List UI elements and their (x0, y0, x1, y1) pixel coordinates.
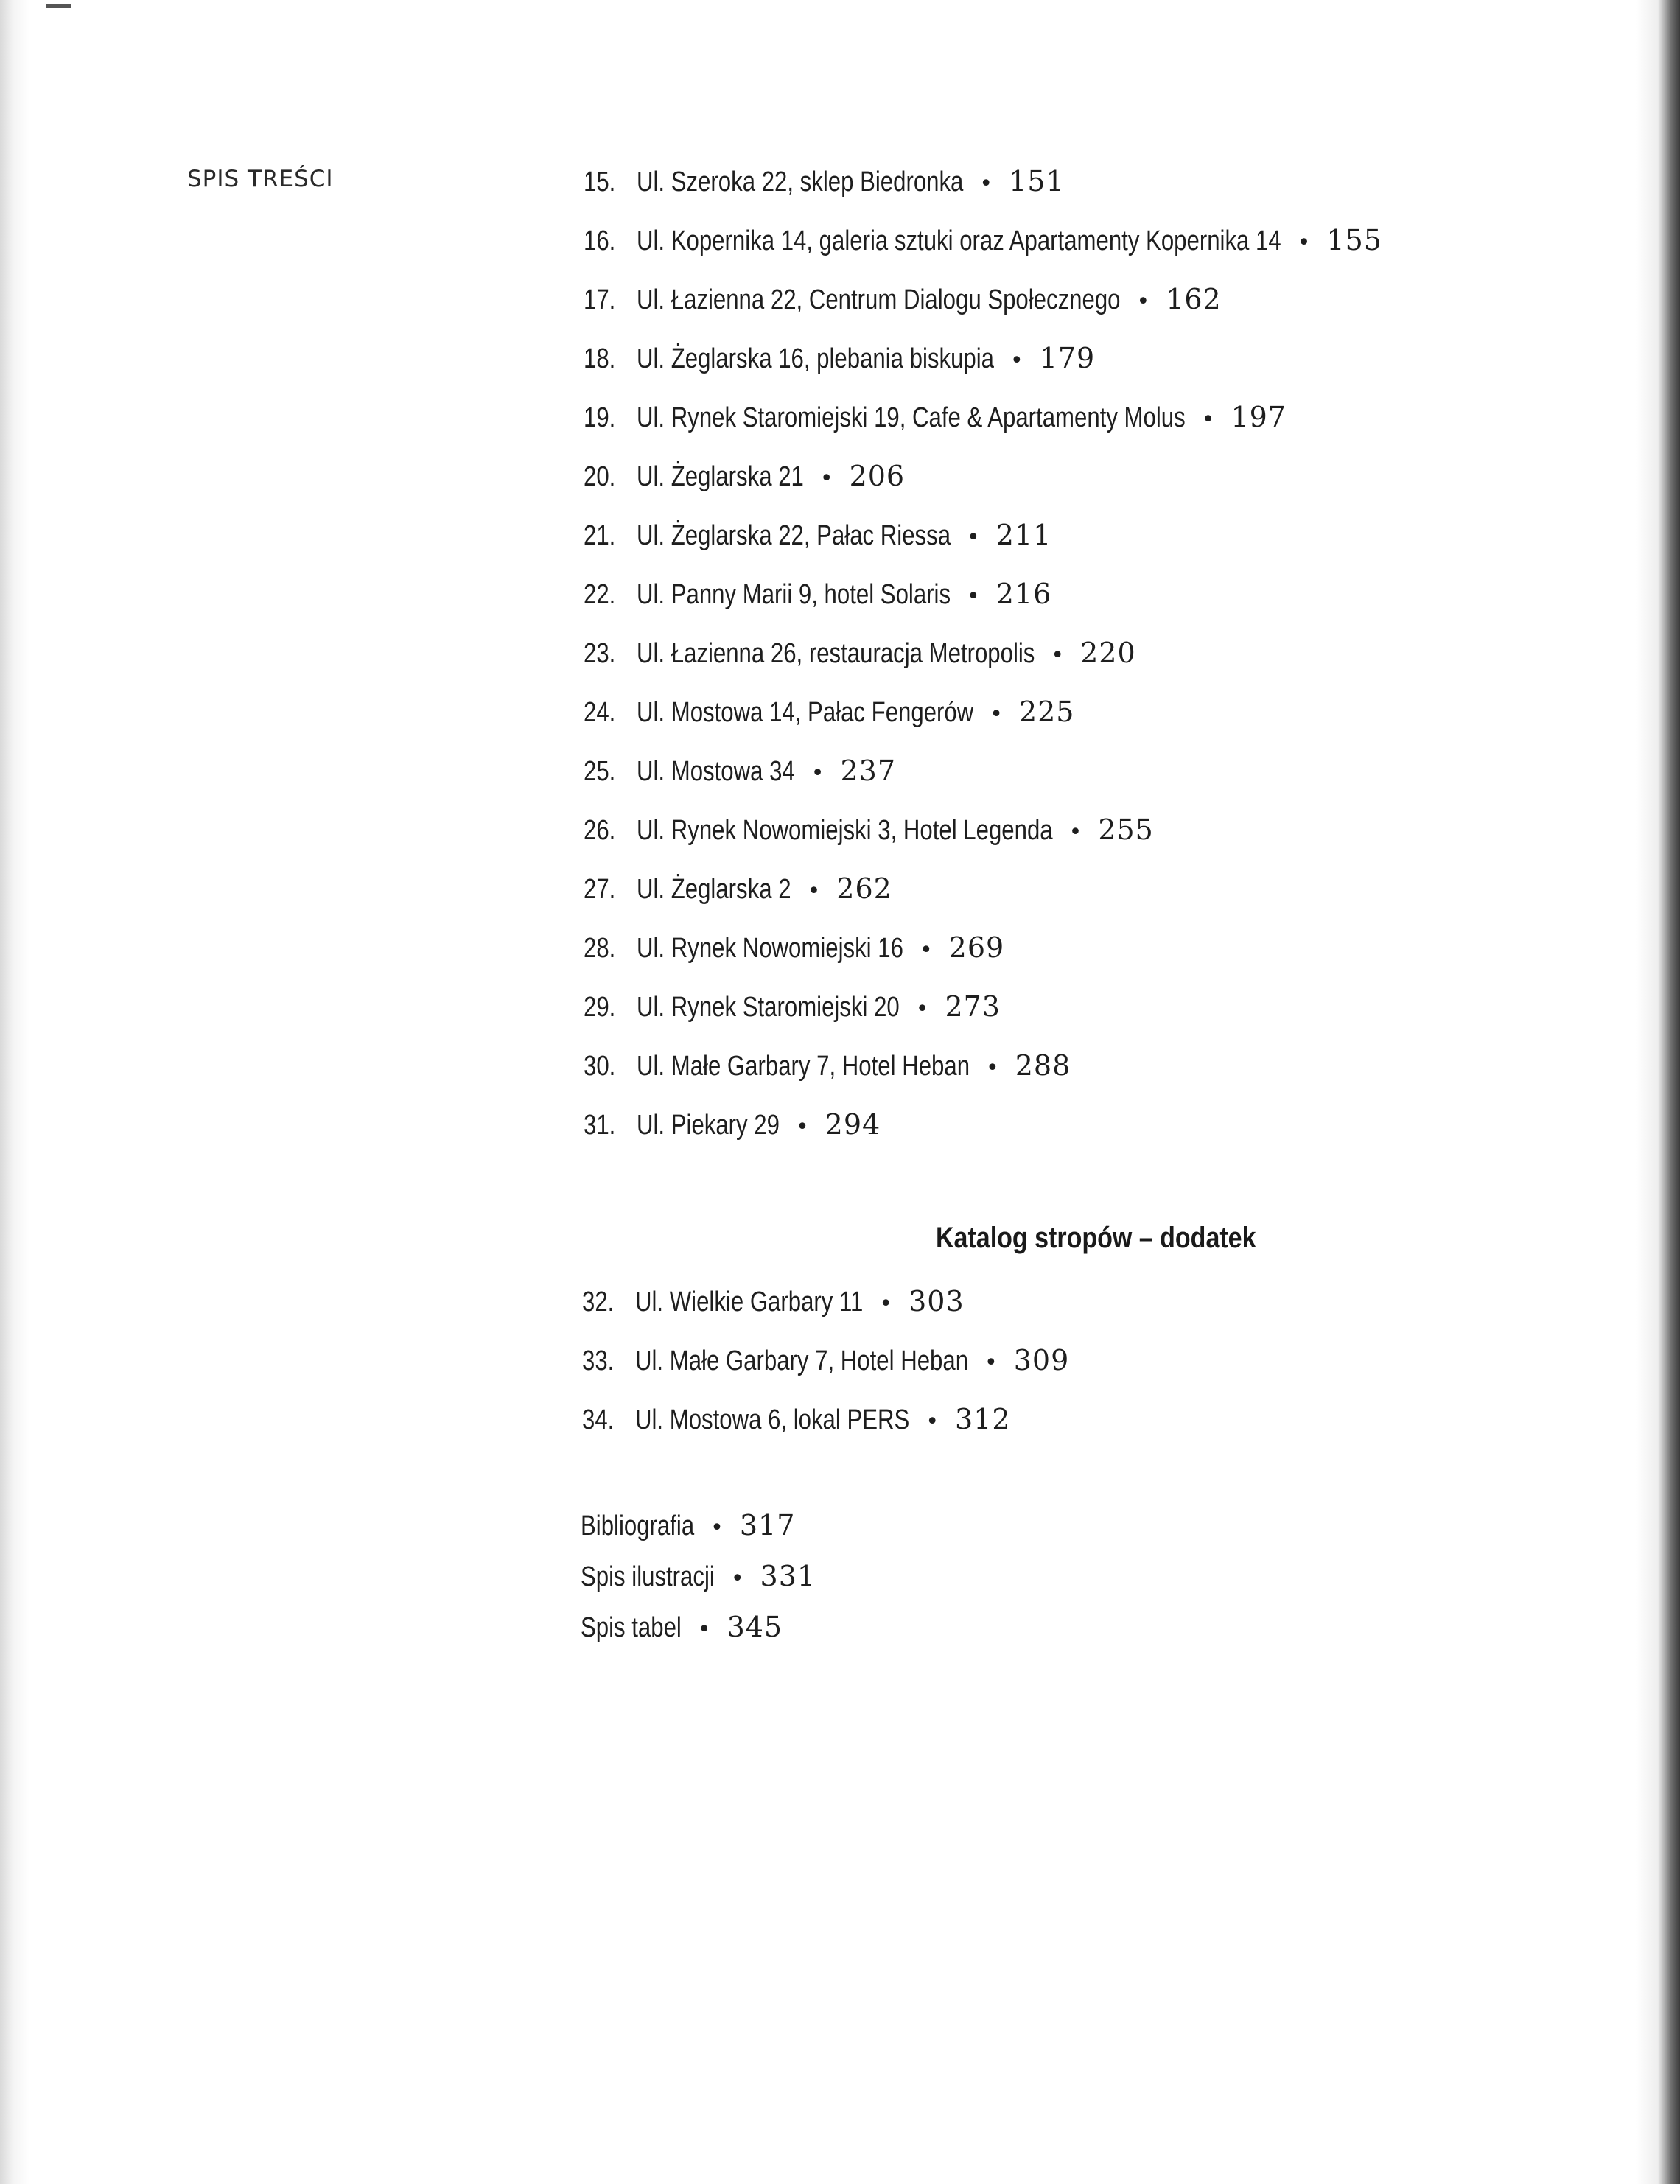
page-number: 345 (727, 1611, 783, 1643)
entry-number: 15. (584, 167, 616, 197)
page-number: 317 (739, 1509, 796, 1541)
entry-title: Ul. Rynek Staromiejski 20 (637, 992, 900, 1023)
scan-edge-mark (46, 4, 71, 8)
bullet-separator: • (811, 760, 825, 786)
entry-title: Bibliografia (581, 1511, 695, 1541)
bullet-separator: • (1051, 643, 1065, 668)
page-number: 179 (1039, 342, 1096, 374)
bullet-separator: • (1010, 348, 1023, 374)
toc-entry (584, 927, 1382, 986)
toc-entry (584, 161, 1382, 220)
toc-entry (584, 1045, 1382, 1104)
entry-title: Ul. Rynek Staromiejski 19, Cafe & Apartamenty Molus (637, 402, 1186, 433)
back-matter-list (581, 1505, 816, 1657)
entry-number: 28. (584, 933, 616, 964)
bullet-separator: • (1068, 819, 1082, 845)
entry-number: 16. (584, 225, 616, 256)
toc-entry (584, 396, 1382, 455)
page-number: 262 (836, 872, 892, 905)
entry-title: Ul. Małe Garbary 7, Hotel Heban (635, 1345, 969, 1376)
bullet-separator: • (967, 525, 980, 550)
bullet-separator: • (807, 878, 821, 904)
page-number: 255 (1098, 813, 1154, 846)
bullet-separator: • (984, 1350, 998, 1376)
entry-title: Ul. Żeglarska 16, plebania biskupia (637, 343, 994, 374)
bullet-separator: • (730, 1566, 744, 1592)
entry-title: Ul. Mostowa 6, lokal PERS (635, 1404, 910, 1435)
bullet-separator: • (967, 584, 980, 609)
bullet-separator: • (697, 1617, 711, 1642)
entry-title: Ul. Mostowa 34 (637, 756, 795, 787)
toc-entry (582, 1281, 1069, 1340)
entry-number: 30. (584, 1051, 616, 1082)
running-header: SPIS TREŚCI (187, 166, 334, 192)
bullet-separator: • (710, 1515, 724, 1541)
entry-number: 33. (582, 1345, 615, 1376)
bullet-separator: • (915, 996, 929, 1022)
toc-entry (584, 337, 1382, 396)
entry-number: 31. (584, 1110, 616, 1141)
entry-title: Ul. Szeroka 22, sklep Biedronka (637, 167, 964, 197)
entry-number: 23. (584, 638, 616, 669)
entry-title: Ul. Panny Marii 9, hotel Solaris (637, 579, 951, 610)
page-number: 211 (995, 519, 1052, 551)
bullet-separator: • (979, 171, 993, 197)
entry-number: 34. (582, 1404, 615, 1435)
entry-number: 17. (584, 284, 616, 315)
page-number: 225 (1018, 696, 1075, 728)
entry-title: Spis tabel (581, 1612, 682, 1643)
toc-entry (582, 1399, 1069, 1457)
page-number: 151 (1009, 165, 1065, 197)
page-number: 155 (1326, 224, 1382, 256)
toc-list (584, 161, 1382, 1163)
toc-entry (584, 279, 1382, 337)
toc-entry (581, 1606, 816, 1657)
bullet-separator: • (795, 1114, 809, 1140)
entry-title: Ul. Małe Garbary 7, Hotel Heban (637, 1051, 970, 1082)
page-number: 294 (825, 1108, 881, 1141)
entry-number: 25. (584, 756, 616, 787)
entry-title: Ul. Żeglarska 22, Pałac Riessa (637, 520, 951, 551)
entry-title: Ul. Wielkie Garbary 11 (635, 1287, 864, 1317)
bullet-separator: • (1136, 289, 1150, 315)
toc-entry (584, 868, 1382, 927)
bullet-separator: • (819, 466, 833, 491)
bullet-separator: • (990, 701, 1003, 727)
toc-entry (584, 220, 1382, 279)
page-number: 312 (955, 1403, 1011, 1435)
bullet-separator: • (1201, 407, 1215, 433)
entry-number: 22. (584, 579, 616, 610)
bullet-separator: • (986, 1055, 999, 1081)
bullet-separator: • (879, 1291, 893, 1317)
page-number: 216 (995, 578, 1052, 610)
entry-title: Ul. Łazienna 22, Centrum Dialogu Społecznego (637, 284, 1121, 315)
page-number: 288 (1015, 1049, 1071, 1082)
page-number: 331 (760, 1560, 816, 1592)
entry-title: Ul. Żeglarska 21 (637, 461, 804, 492)
bullet-separator: • (1297, 230, 1311, 256)
toc-entry (582, 1340, 1069, 1399)
entry-title: Ul. Mostowa 14, Pałac Fengerów (637, 697, 974, 728)
entry-title: Ul. Rynek Nowomiejski 3, Hotel Legenda (637, 815, 1053, 846)
page-number: 273 (945, 990, 1001, 1023)
toc-entry (584, 986, 1382, 1045)
page-number: 269 (948, 931, 1005, 964)
toc-entry (581, 1555, 816, 1606)
toc-entry (584, 750, 1382, 809)
entry-number: 32. (582, 1287, 615, 1317)
page-number: 237 (840, 755, 896, 787)
entry-number: 20. (584, 461, 616, 492)
catalog-heading: Katalog stropów – dodatek (936, 1222, 1256, 1254)
entry-title: Ul. Piekary 29 (637, 1110, 780, 1141)
entry-number: 27. (584, 874, 616, 905)
page-number: 303 (909, 1285, 965, 1317)
bullet-separator: • (925, 1409, 939, 1435)
toc-entry (584, 514, 1382, 573)
toc-entry (584, 632, 1382, 691)
entry-number: 26. (584, 815, 616, 846)
page-number: 162 (1166, 283, 1222, 315)
page-number: 309 (1013, 1344, 1070, 1376)
entry-title: Spis ilustracji (581, 1561, 715, 1592)
entry-title: Ul. Kopernika 14, galeria sztuki oraz Apartamenty Kopernika 14 (637, 225, 1281, 256)
page-number: 197 (1231, 401, 1287, 433)
entry-title: Ul. Rynek Nowomiejski 16 (637, 933, 903, 964)
entry-number: 21. (584, 520, 616, 551)
page-number: 206 (849, 460, 906, 492)
entry-title: Ul. Łazienna 26, restauracja Metropolis (637, 638, 1035, 669)
bullet-separator: • (919, 937, 933, 963)
toc-entry (584, 691, 1382, 750)
entry-number: 19. (584, 402, 616, 433)
catalog-toc-list (582, 1281, 1069, 1457)
entry-number: 29. (584, 992, 616, 1023)
toc-entry (581, 1505, 816, 1555)
toc-entry (584, 573, 1382, 632)
entry-title: Ul. Żeglarska 2 (637, 874, 791, 905)
toc-entry (584, 1104, 1382, 1163)
toc-entry (584, 809, 1382, 868)
toc-entry (584, 455, 1382, 514)
entry-number: 18. (584, 343, 616, 374)
page-number: 220 (1080, 637, 1136, 669)
entry-number: 24. (584, 697, 616, 728)
